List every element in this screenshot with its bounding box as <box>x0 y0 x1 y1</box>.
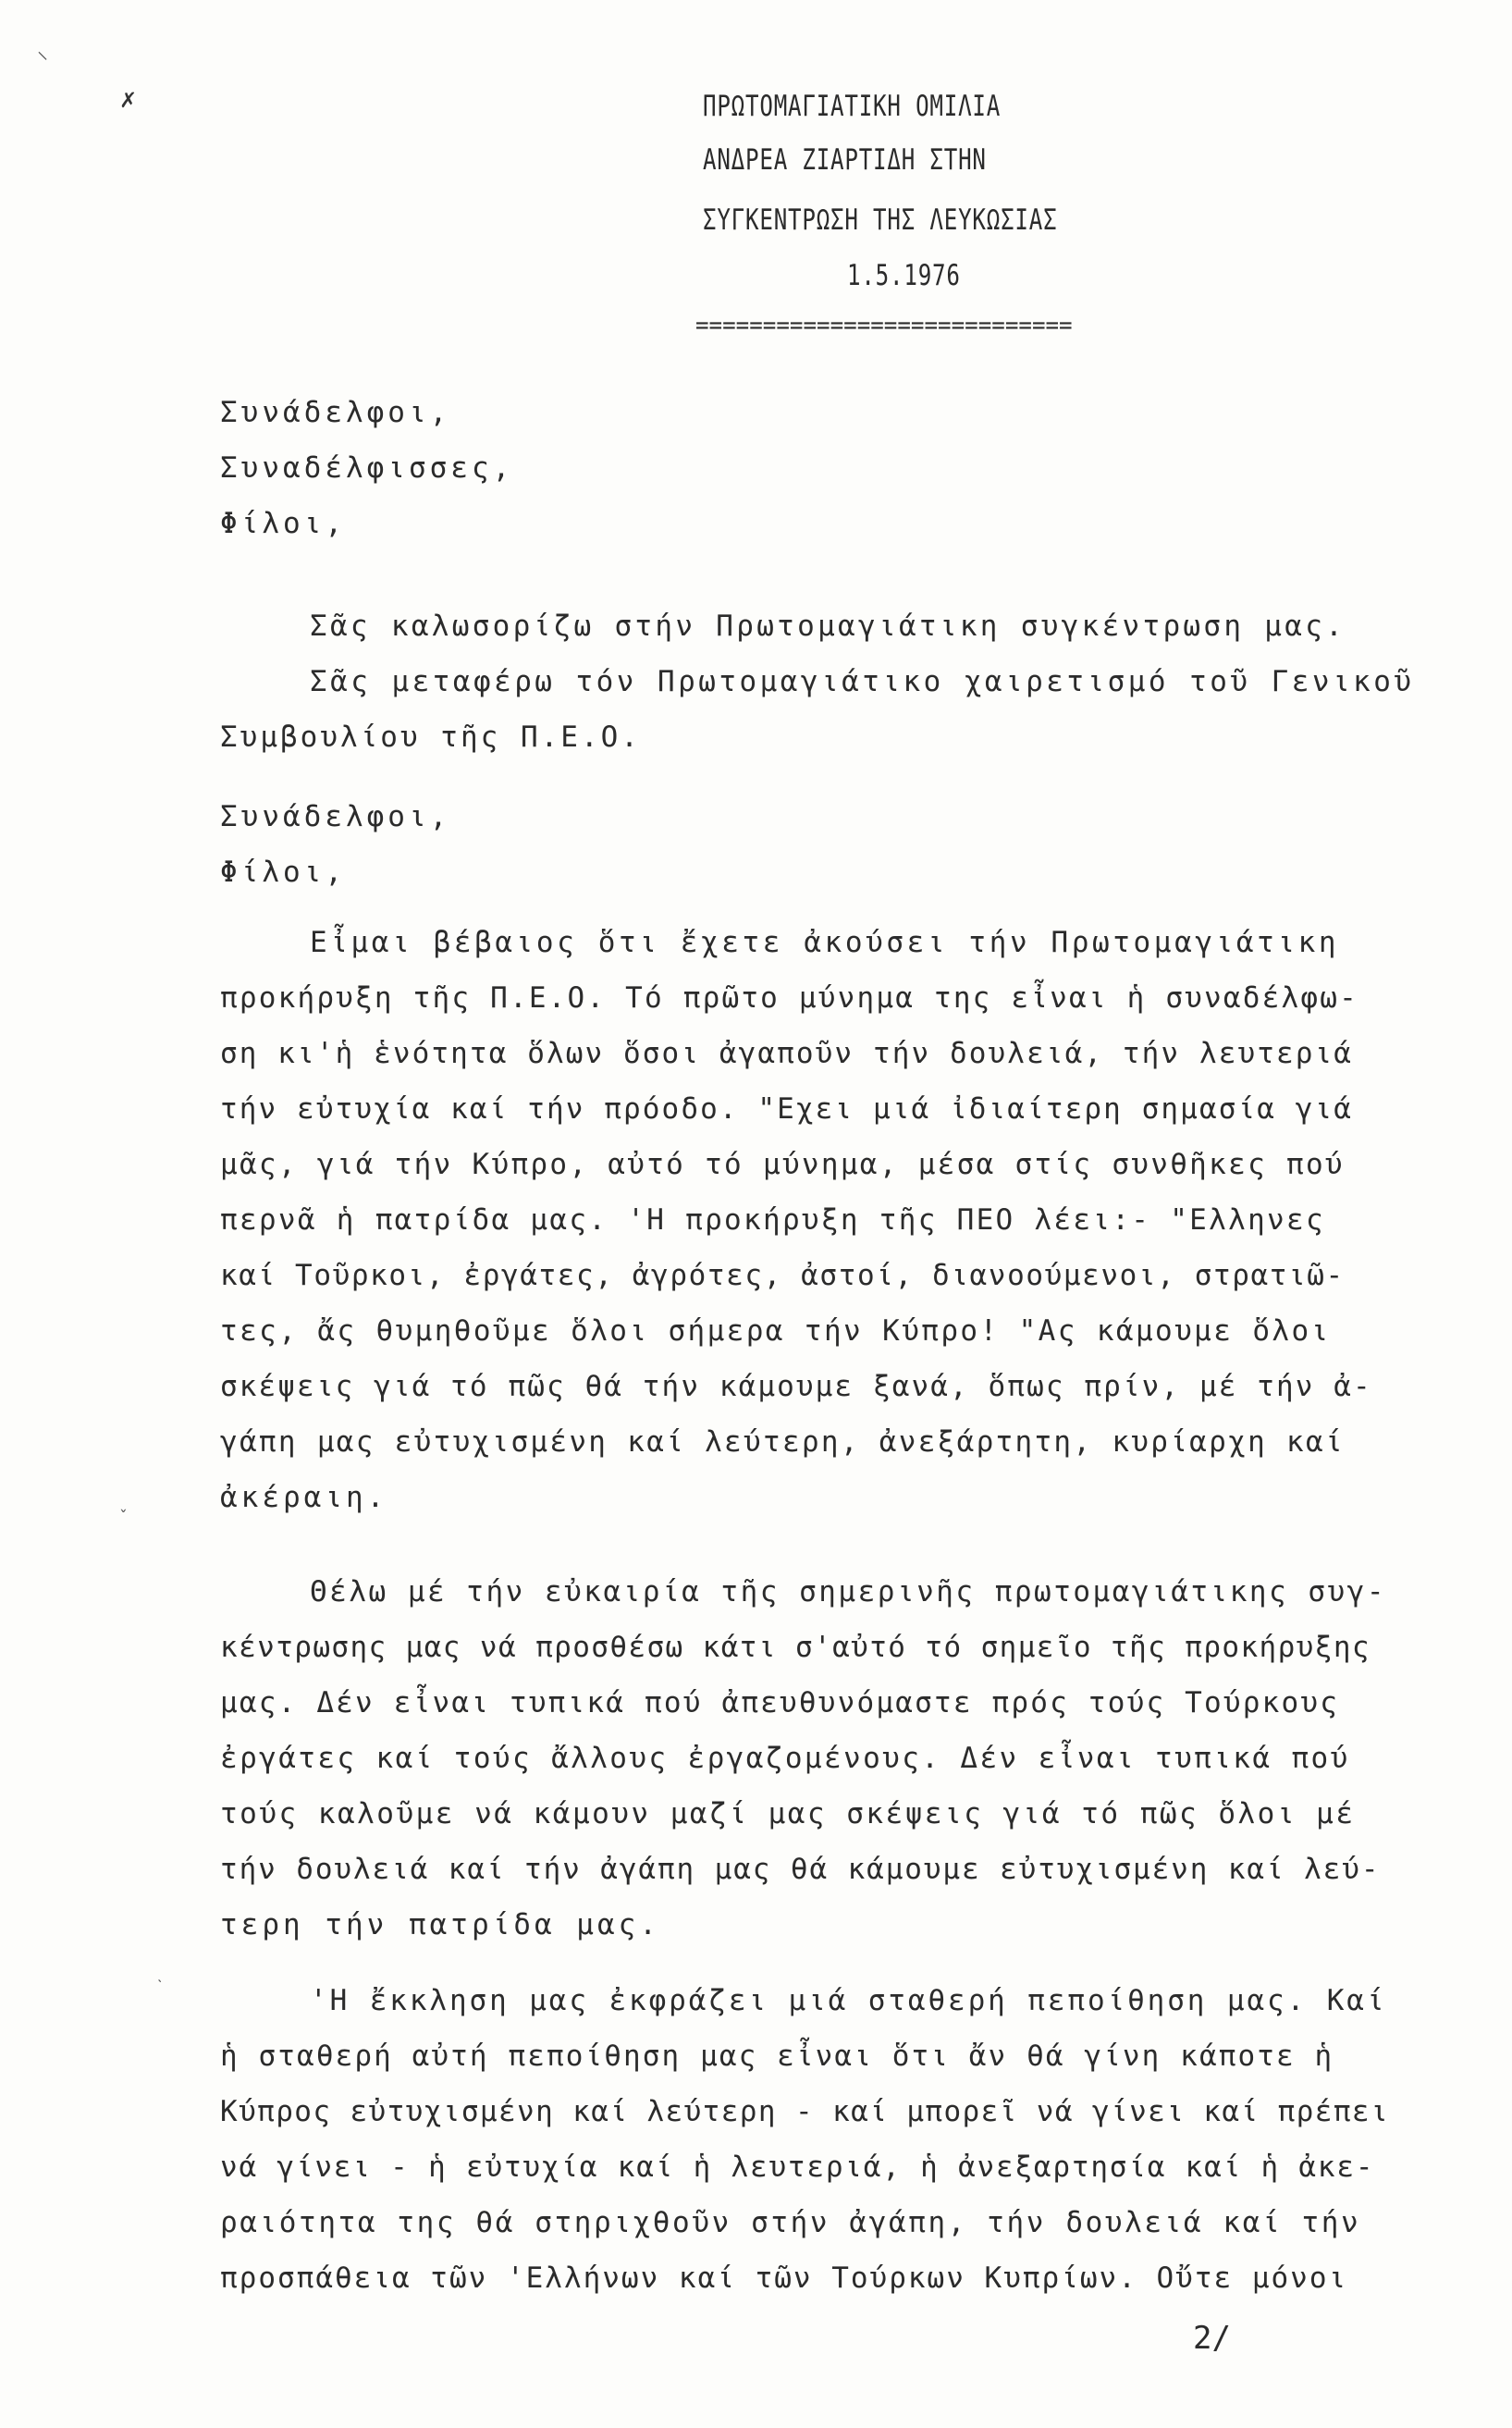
paragraph-line: γάπη μας εὐτυχισμένη καί λεύτερη, ἀνεξάρτητη, κυρίαρχη καί <box>220 1425 1345 1459</box>
paragraph-line: νά γίνει - ἡ εὐτυχία καί ἡ λευτεριά, ἡ ἀνεξαρτησία καί ἡ ἀκε- <box>220 2151 1375 2184</box>
paragraph-line: τερη τήν πατρίδα μας. <box>220 1908 660 1941</box>
paragraph-line: Θέλω μέ τήν εὐκαιρία τῆς σημερινῆς πρωτομαγιάτικης συγ- <box>310 1575 1386 1608</box>
paragraph-line: Συμβουλίου τῆς Π.Ε.Ο. <box>220 721 641 754</box>
paragraph-line: περνᾶ ἡ πατρίδα μας. 'Η προκήρυξη τῆς ΠΕΟ λέει:- "Ελληνες <box>220 1203 1325 1237</box>
salutation-colleagues: Συνάδελφοι, <box>220 800 451 833</box>
paragraph-line: τες, ἄς θυμηθοῦμε ὅλοι σήμερα τήν Κύπρο! "Ας κάμουμε ὅλοι <box>220 1314 1331 1348</box>
title-line-2: ΑΝΔΡΕΑ ΖΙΑΡΤΙΔΗ ΣΤΗΝ <box>703 143 987 177</box>
paragraph-line: ση κι'ἡ ἑνότητα ὅλων ὅσοι ἀγαποῦν τήν δουλειά, τήν λευτεριά <box>220 1037 1354 1070</box>
paragraph-line: ἐργάτες καί τούς ἄλλους ἐργαζομένους. Δέν εἶναι τυπικά πού <box>220 1742 1350 1775</box>
paragraph-line: τούς καλοῦμε νά κάμουν μαζί μας σκέψεις γιά τό πῶς ὅλοι μέ <box>220 1797 1356 1830</box>
scan-mark: ✗ <box>120 83 136 114</box>
paragraph-line: Κύπρος εὐτυχισμένη καί λεύτερη - καί μπορεῖ νά γίνει καί πρέπει <box>220 2095 1390 2128</box>
title-date: 1.5.1976 <box>847 259 961 292</box>
salutation-female-colleagues: Συναδέλφισσες, <box>220 451 514 485</box>
paragraph-line: κέντρωσης μας νά προσθέσω κάτι σ'αὐτό τό σημεῖο τῆς προκήρυξης <box>220 1631 1371 1664</box>
scan-mark: ˋ <box>155 1978 166 1997</box>
paragraph-line: προσπάθεια τῶν 'Ελλήνων καί τῶν Τούρκων Κυπρίων. Οὔτε μόνοι <box>220 2262 1348 2295</box>
paragraph-line: μᾶς, γιά τήν Κύπρο, αὐτό τό μύνημα, μέσα στίς συνθῆκες πού <box>220 1148 1345 1181</box>
salutation-friends: Φίλοι, <box>220 856 346 889</box>
paragraph-line: μας. Δέν εἶναι τυπικά πού ἀπευθυνόμαστε πρός τούς Τούρκους <box>220 1686 1340 1719</box>
paragraph-line: 'Η ἔκκληση μας ἐκφράζει μιά σταθερή πεποίθηση μας. Καί <box>310 1984 1387 2017</box>
paragraph-line: Σᾶς καλωσορίζω στήν Πρωτομαγιάτικη συγκέντρωση μας. <box>310 610 1346 643</box>
salutation-friends: Φίλοι, <box>220 507 346 540</box>
paragraph-line: καί Τοῦρκοι, ἐργάτες, ἀγρότες, ἀστοί, διανοούμενοι, στρατιῶ- <box>220 1259 1345 1292</box>
salutation-colleagues: Συνάδελφοι, <box>220 396 451 429</box>
paragraph-line: σκέψεις γιά τό πῶς θά τήν κάμουμε ξανά, ὅπως πρίν, μέ τήν ἀ- <box>220 1370 1372 1403</box>
paragraph-line: τήν εὐτυχία καί τήν πρόοδο. "Εχει μιά ἰδιαίτερη σημασία γιά <box>220 1092 1354 1126</box>
paragraph-line: Εἶμαι βέβαιος ὅτι ἔχετε ἀκούσει τήν Πρωτομαγιάτικη <box>310 926 1340 959</box>
title-rule: ============================ <box>695 312 1073 339</box>
scan-mark: ⸌ <box>37 47 48 73</box>
scan-mark: ˇ <box>118 1508 129 1527</box>
paragraph-line: ἡ σταθερή αὐτή πεποίθηση μας εἶναι ὅτι ἄν θά γίνη κάποτε ἡ <box>220 2040 1334 2073</box>
page-number: 2/ <box>1193 2320 1231 2357</box>
paragraph-line: ἀκέραιη. <box>220 1481 388 1514</box>
paragraph-line: τήν δουλειά καί τήν ἀγάπη μας θά κάμουμε εὐτυχισμένη καί λεύ- <box>220 1853 1381 1886</box>
title-line-3: ΣΥΓΚΕΝΤΡΩΣΗ ΤΗΣ ΛΕΥΚΩΣΙΑΣ <box>703 203 1058 237</box>
title-line-1: ΠΡΩΤΟΜΑΓΙΑΤΙΚΗ ΟΜΙΛΙΑ <box>703 90 1002 123</box>
paragraph-line: ραιότητα της θά στηριχθοῦν στήν ἀγάπη, τήν δουλειά καί τήν <box>220 2206 1361 2239</box>
paragraph-line: προκήρυξη τῆς Π.Ε.Ο. Τό πρῶτο μύνημα της εἶναι ἡ συναδέλφω- <box>220 981 1358 1015</box>
paragraph-line: Σᾶς μεταφέρω τόν Πρωτομαγιάτικο χαιρετισμό τοῦ Γενικοῦ <box>310 665 1415 698</box>
